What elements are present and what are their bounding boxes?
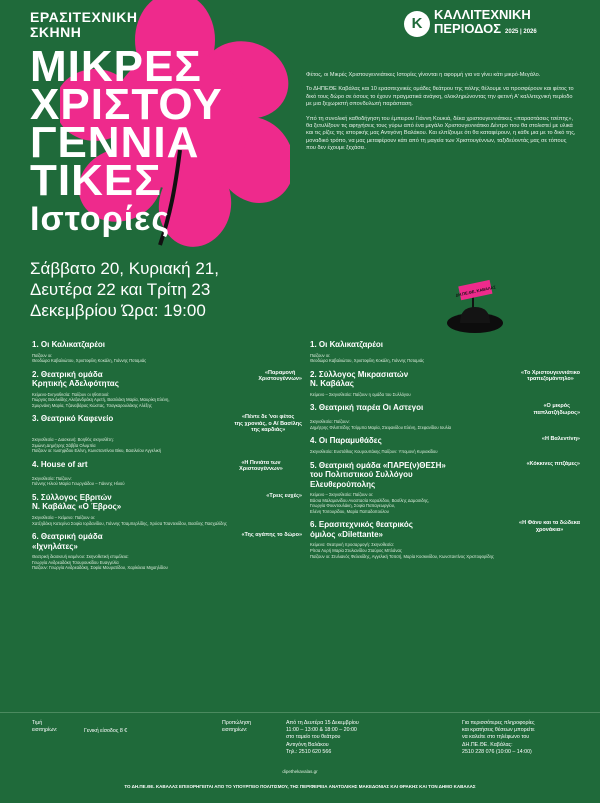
- item-play: «Το Χριστουγεννιάτικο τραπεζομάντηλο»: [520, 369, 580, 383]
- item-title: 2. Σύλλογος Μικρασιατών Ν. Καβάλας: [310, 369, 409, 389]
- item-title: 3. Θεατρικό Καφενείο: [32, 414, 114, 424]
- logo-years: 2025 | 2026: [505, 29, 537, 35]
- item-play: «Η Πινιάτα των Χριστουγέννων»: [239, 459, 283, 473]
- logo-line-2: ΠΕΡΙΟΔΟΣ 2025 | 2026: [434, 21, 537, 36]
- programme-item: [310, 520, 580, 559]
- item-cast: Κείμενο – Σκηνοθεσία: Παίζουν η ομάδα του Συλλόγου: [310, 391, 411, 397]
- hat-sign-illustration: [440, 275, 510, 337]
- presale-value: Από τη Δευτέρα 15 Δεκεμβρίου 11:00 – 13:00 & 18:00 – 20:00 στο ταμείο του θεάτρου Αντιγόνη Βαλάκου Τηλ.: 2510 620 566: [286, 720, 359, 755]
- item-play: «Κόκκινες πιτζάμες»: [526, 460, 580, 467]
- tickets-value: Γενική είσοδος 8 €: [84, 728, 128, 734]
- programme-right-column: [310, 340, 580, 565]
- series-line-1: ΕΡΑΣΙΤΕΧΝΙΚΗ: [30, 9, 138, 25]
- intro-text: [306, 72, 576, 160]
- item-cast: Παίζουν οι: Θεοδώρα Καβαλιώτου, Χριστοφίλη Κοκάλη, Γιάννης Ποταμιάς: [32, 352, 147, 364]
- programme-item: [310, 436, 580, 454]
- season-logo: [404, 8, 537, 39]
- hat-sign-text: ΔΗ.ΠΕ.ΘΕ. ΚΑΒΑΛΑΣ: [454, 284, 497, 298]
- presale-label: Προπώληση εισιτηρίων:: [222, 720, 252, 734]
- item-title: 4. Οι Παραμυθάδες: [310, 436, 382, 446]
- website-link[interactable]: dipethekavalas.gr: [282, 769, 318, 774]
- logo-mark-icon: [404, 11, 430, 37]
- item-cast: Σκηνοθεσία – Διασκευή: Βοηθός σκηνοθέτη: Σιμώνη Δημήτρης Σάββα Ολυμπία Παίζουν οι: Ιωσηφίδου Ελένη, Κωνσταντίνου Βίκυ, Βασιλείου Αγγελική: [32, 436, 162, 454]
- item-cast: Κείμενο – Σκηνοθεσία: Παίζουν οι: Βάσια Μαλαμανίδου Αναστασία Καραλίδου, Βασίλης Δαμασιδης, Γεωργία Φουντουλάκη, Σοφία Παπαγεωργίου, Ελένη Τσιτουρίδου, Μαρία Παπαδοπούλου: [310, 492, 430, 514]
- programme-item: [310, 370, 580, 398]
- item-cast: Παίζουν οι: Θεοδώρα Καβαλιώτου, Χριστοφίλη Κοκάλη, Γιάννης Ποταμιάς: [310, 352, 425, 364]
- programme-left-column: [32, 340, 302, 577]
- tickets-label: Τιμή εισιτηρίων:: [32, 720, 58, 734]
- intro-paragraph-1: Φέτος, οι Μικρές Χριστουγεννιάτικες Ιστορίες γίνονται η αφορμή για να γίνει κάτι μικρό-Μεγάλο.: [306, 72, 541, 78]
- programme-item: [310, 340, 580, 364]
- title-line-2: ΧΡΙΣΤΟΥ: [30, 80, 223, 129]
- title-line-4: ΤΙΚΕΣ: [30, 156, 162, 205]
- programme-item: [32, 532, 302, 571]
- footer-divider: [0, 712, 600, 713]
- item-title: 1. Οι Καλικατζαρέοι: [32, 340, 106, 349]
- item-cast: Σκηνοθεσία: Ευστάθιος Κουρουπάκης Παίζουν: Υπομονή Κυριακίδου: [310, 448, 438, 454]
- item-play: «Της αγάπης το δώρο»: [241, 532, 302, 539]
- item-cast: Κείμενο: Θεατρική προσαρμογή: Σκηνοθεσία: Ρίτσα Λυρή Μαρία Στυλιανίδου Σταύρος Μπλάνας Παίζουν οι: Στυλιανός Φελεκίδης, Αγγελική Τσιτσή, Μαρία Κοσκινίδου, Κωνσταντίνος Χριστοφορίδης: [310, 542, 494, 559]
- programme-item: [32, 460, 302, 487]
- programme-item: [310, 461, 580, 515]
- item-cast: Κείμενο-Σκηνοθεσία: Παίζουν οι ηθοποιοί: Γιώργος Βουλκίδης Αλεξανδράκη Αρετή, Βασιλάκη Μαρία, Μαυρίκη Ελένη, Σμυρνάκη Μαρία, Τζαναβάρας Κώστας, Τσαγκαρουλάκης Αλέξης: [32, 391, 170, 408]
- item-play: «Ο μικρός παπλατζήδωρος»: [533, 403, 580, 416]
- title-line-1: ΜΙΚΡΕΣ: [30, 42, 202, 91]
- show-title: [30, 42, 223, 238]
- dates-line-1: Σάββατο 20, Κυριακή 21,: [30, 259, 219, 278]
- item-cast: Σκηνοθεσία: Παίζουν: Δημήτρης Φιλιππίδης Τσίρμπα Μαρία, Στεφανίδου Ελένη, Στεφανίδου Ιουλία: [310, 419, 452, 430]
- item-title: 1. Οι Καλικατζαρέοι: [310, 340, 384, 349]
- title-line-5: Ιστορίες: [30, 200, 170, 238]
- series-line-2: ΣΚΗΝΗ: [30, 24, 82, 40]
- item-cast: Σκηνοθεσία: Παίζουν: Γιάννης Ηλιού Μαρία Γεωργιάδου – Γιάννης Ηλιού: [32, 475, 125, 487]
- item-title: 5. Θεατρική ομάδα «ΠΑΡΕ(ν)ΘΕΣΗ» του Πολιτιστικού Συλλόγου Ελευθερούπολης: [310, 460, 446, 489]
- item-cast: Σκηνοθεσία – Κείμενο: Παίζουν οι: Χατζηδάκη Κατερίνα Σοφία Ιορδανίδου, Γιάννης Τσαμπερλίδης, Χρύσα Τσαντεκίδου, Βασίλης Πασχαλίδης: [32, 514, 227, 526]
- item-title: 4. House of art: [32, 459, 88, 469]
- title-line-3: ΓΕΝΝΙΑ: [30, 118, 200, 167]
- series-title: [30, 10, 138, 40]
- dates-line-3: Δεκεμβρίου Ώρα: 19:00: [30, 301, 206, 320]
- performance-dates: [30, 258, 219, 321]
- dates-line-2: Δευτέρα 22 και Τρίτη 23: [30, 280, 211, 299]
- logo-line-1: ΚΑΛΛΙΤΕΧΝΙΚΗ: [434, 7, 531, 22]
- item-title: 6. Ερασιτεχνικός θεατρικός όμιλος «Dilettante»: [310, 520, 413, 539]
- item-title: 6. Θεατρική ομάδα «Ιχνηλάτες»: [32, 532, 103, 551]
- item-play: «Η Βαλεντίνη»: [541, 436, 580, 443]
- item-play: «Πέντε δε 'νοι φέτος της χρονιάς, ο Αϊ Βασίλης της καρδιάς»: [234, 414, 302, 434]
- logo-text: [434, 8, 537, 39]
- item-play: «Η Φάνυ και τα δώδεκα χρονάκια»: [519, 520, 580, 533]
- item-title: 2. Θεατρική ομάδα Κρητικής Αδελφότητας: [32, 369, 119, 389]
- programme-item: [32, 414, 302, 453]
- logo-mark-letter: Κ: [411, 15, 423, 32]
- info-value: Για περισσότερες πληροφορίες και κρατήσεις θέσεων μπορείτε να καλείτε στο τηλέφωνο του ΔΗ.ΠΕ.ΘΕ. Καβάλας: 2510 228 076 (10:00 – 14:00): [462, 720, 535, 755]
- programme-item: [32, 493, 302, 526]
- programme-item: [32, 370, 302, 409]
- intro-paragraph-3: Υπό τη συνολική καθοδήγηση του έμπειρου Γιάννη Κουκιά, δέκα χριστουγεννιάτικες «παραστάσεις τσέπης», θα ξετυλίξουν τις αφηγήσεις τους γύρω από ένα μεγάλο Χριστουγεννιάτικο Δέντρο που θα στολιστεί με υλικά και τις ρίζες της ιστορικής μας Αντιγόνη Βαλάκου. Και ελπίζουμε ότι θα καταφέρουν, η κάθε μια με το δικό της, μοναδικό τρόπο, να μας μεταφέρουν κάτι από τη μαγεία των Χριστουγέννων, ταξιδεύοντάς μας σε τόπους που δεν έχουμε ξεχάσει.: [306, 115, 576, 152]
- sponsor-line: ΤΟ ΔΗ.ΠΕ.ΘΕ. ΚΑΒΑΛΑΣ ΕΠΙΧΟΡΗΓΕΙΤΑΙ ΑΠΟ ΤΟ ΥΠΟΥΡΓΕΙΟ ΠΟΛΙΤΙΣΜΟΥ, ΤΗΣ ΠΕΡΙΦΕΡΕΙΑ ΑΝΑΤΟΛΙΚΗΣ ΜΑΚΕΔΟΝΙΑΣ ΚΑΙ ΘΡΑΚΗΣ ΚΑΙ ΤΟΝ ΔΗΜΟ ΚΑΒΑΛΑΣ: [124, 784, 476, 789]
- intro-paragraph-2: Το ΔΗΠΕΘΕ Καβάλας και 10 ερασιτεχνικές ομάδες θεάτρου της πόλης θέλουμε να προσφέρουν και φέτος το δικό τους δώρο σε όσους το έχουν πραγματικά ανάγκη, ολοκληρώνοντας την φετινή Α' καλλιτεχνική περίοδο με μια ξεχωριστή σπονδυλωτή παράσταση.: [306, 86, 574, 108]
- programme-item: [310, 403, 580, 430]
- item-title: 5. Σύλλογος Εβριτών Ν. Καβάλας «Ο Έβρος»: [32, 492, 122, 512]
- item-play: «Παραμονή Χριστουγέννων»: [258, 369, 302, 383]
- item-cast: Θεατρική διασκευή κειμένου: Σκηνοθετική επιμέλεια: Γεωργία Ανδρεαδάκη Τσουρουκίδου Ευαγγελία Παίζουν: Γεωργία Ανδρεαδάκη, Σοφία Μουρατίδου, Χαρίκλεια Μιχαηλίδου: [32, 554, 168, 571]
- programme-item: [32, 340, 302, 364]
- item-play: «Τρεις ευχές»: [266, 492, 302, 499]
- item-title: 3. Θεατρική παρέα Οι Αστεγοι: [310, 403, 424, 413]
